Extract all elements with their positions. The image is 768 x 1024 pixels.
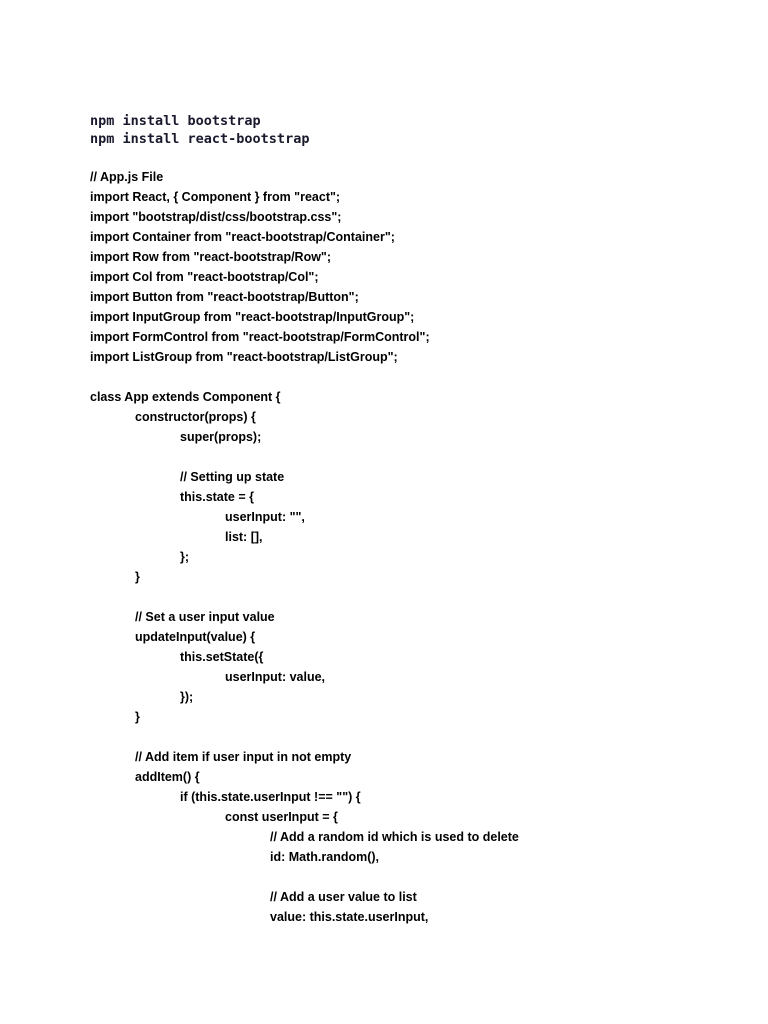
code-line: userInput: "", — [225, 510, 305, 524]
install-commands — [90, 112, 309, 148]
code-listing — [90, 167, 750, 927]
code-blank-line — [90, 727, 750, 747]
code-line: super(props); — [180, 430, 262, 444]
install-command-line: npm install bootstrap — [90, 113, 261, 129]
code-line: if (this.state.userInput !== "") { — [180, 790, 361, 804]
code-line: // Add a user value to list — [270, 890, 417, 904]
code-line: }; — [180, 550, 190, 564]
code-line: userInput: value, — [225, 670, 326, 684]
code-blank-line — [90, 367, 750, 387]
code-line: // Add a random id which is used to delete — [270, 830, 519, 844]
code-line: import FormControl from "react-bootstrap/FormControl"; — [90, 330, 430, 344]
code-line: // App.js File — [90, 170, 164, 184]
code-line: } — [135, 570, 140, 584]
code-line: value: this.state.userInput, — [270, 910, 429, 924]
code-line: import "bootstrap/dist/css/bootstrap.css"; — [90, 210, 342, 224]
code-line: // Setting up state — [180, 470, 285, 484]
code-line: import React, { Component } from "react"; — [90, 190, 341, 204]
code-line: import InputGroup from "react-bootstrap/InputGroup"; — [90, 310, 415, 324]
code-line: list: [], — [225, 530, 263, 544]
code-blank-line — [90, 587, 750, 607]
code-line: import Col from "react-bootstrap/Col"; — [90, 270, 319, 284]
code-blank-line — [90, 867, 750, 887]
code-line: import Container from "react-bootstrap/Container"; — [90, 230, 395, 244]
code-line: import Button from "react-bootstrap/Button"; — [90, 290, 359, 304]
code-line: this.state = { — [180, 490, 254, 504]
code-line: import ListGroup from "react-bootstrap/ListGroup"; — [90, 350, 398, 364]
code-blank-line — [90, 447, 750, 467]
code-line: // Add item if user input in not empty — [135, 750, 352, 764]
code-line: id: Math.random(), — [270, 850, 380, 864]
code-line: }); — [180, 690, 194, 704]
code-line: const userInput = { — [225, 810, 338, 824]
code-line: class App extends Component { — [90, 390, 281, 404]
code-line: addItem() { — [135, 770, 200, 784]
code-line: this.setState({ — [180, 650, 264, 664]
install-command-line: npm install react-bootstrap — [90, 131, 310, 147]
code-line: } — [135, 710, 140, 724]
code-line: // Set a user input value — [135, 610, 275, 624]
code-line: constructor(props) { — [135, 410, 256, 424]
code-line: import Row from "react-bootstrap/Row"; — [90, 250, 332, 264]
code-line: updateInput(value) { — [135, 630, 256, 644]
